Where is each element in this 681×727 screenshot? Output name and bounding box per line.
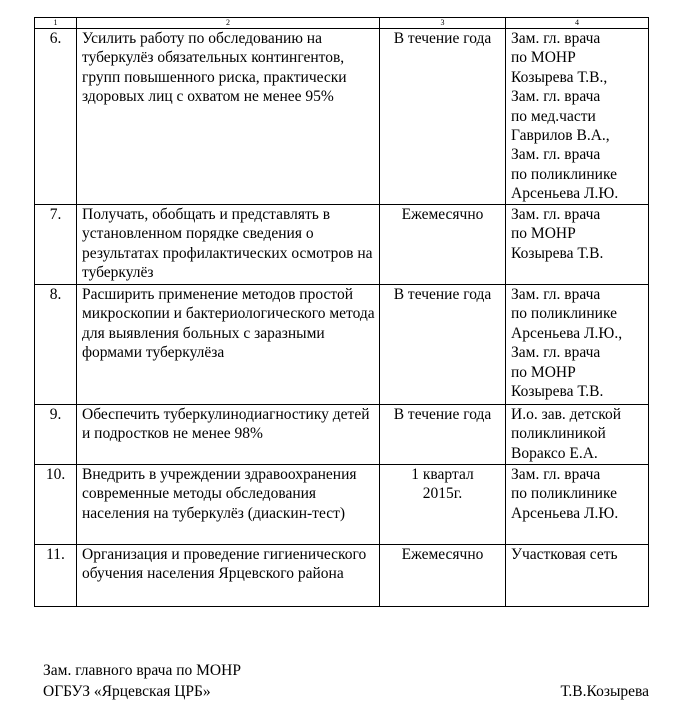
row-number: 6. [35, 29, 77, 205]
column-number: 1 [35, 18, 77, 29]
column-number-row [35, 18, 649, 29]
task-text: Обеспечить туберкулинодиагностику детей и подростков не менее 98% [77, 405, 380, 465]
term-text: Ежемесячно [380, 205, 506, 285]
signer-position: Зам. главного врача по МОНР [43, 662, 241, 679]
task-text: Организация и проведение гигиенического обучения населения Ярцевского района [77, 545, 380, 607]
term-text: В течение года [380, 405, 506, 465]
row-number: 11. [35, 545, 77, 607]
table-row [35, 405, 649, 465]
row-number: 9. [35, 405, 77, 465]
plan-table-body [35, 18, 649, 607]
task-text: Внедрить в учреждении здравоохранения современные методы обследования населения на туберкулёз (диаскин-тест) [77, 465, 380, 545]
term-text: Ежемесячно [380, 545, 506, 607]
plan-table [34, 17, 649, 607]
task-text: Расширить применение методов простой микроскопии и бактериологического метода для выявления больных с заразными формами туберкулёза [77, 285, 380, 405]
table-row [35, 545, 649, 607]
term-text: 1 квартал 2015г. [380, 465, 506, 545]
table-row [35, 29, 649, 205]
table-row [35, 285, 649, 405]
table-row [35, 465, 649, 545]
column-number: 4 [506, 18, 649, 29]
signature-block [43, 660, 241, 702]
task-text: Получать, обобщать и представлять в установленном порядке сведения о результатах профилактических осмотров на туберкулёз [77, 205, 380, 285]
responsible-text: Зам. гл. врача по поликлинике Арсеньева Л.Ю. [506, 465, 649, 545]
responsible-text: Зам. гл. врача по МОНР Козырева Т.В. [506, 205, 649, 285]
column-number: 2 [77, 18, 380, 29]
task-text: Усилить работу по обследованию на туберкулёз обязательных контингентов, групп повышенного риска, практически здоровых лиц с охватом не менее 95% [77, 29, 380, 205]
responsible-text: И.о. зав. детской поликлиникой Вораксо Е.А. [506, 405, 649, 465]
responsible-text: Зам. гл. врача по поликлинике Арсеньева Л.Ю., Зам. гл. врача по МОНР Козырева Т.В. [506, 285, 649, 405]
responsible-text: Зам. гл. врача по МОНР Козырева Т.В., Зам. гл. врача по мед.части Гаврилов В.А., Зам. гл. врача по поликлинике Арсеньева Л.Ю. [506, 29, 649, 205]
row-number: 8. [35, 285, 77, 405]
row-number: 10. [35, 465, 77, 545]
responsible-text: Участковая сеть [506, 545, 649, 607]
table-row [35, 205, 649, 285]
term-text: В течение года [380, 29, 506, 205]
organization-name: ОГБУЗ «Ярцевская ЦРБ» [43, 683, 211, 700]
signer-name: Т.В.Козырева [560, 683, 649, 700]
column-number: 3 [380, 18, 506, 29]
term-text: В течение года [380, 285, 506, 405]
row-number: 7. [35, 205, 77, 285]
